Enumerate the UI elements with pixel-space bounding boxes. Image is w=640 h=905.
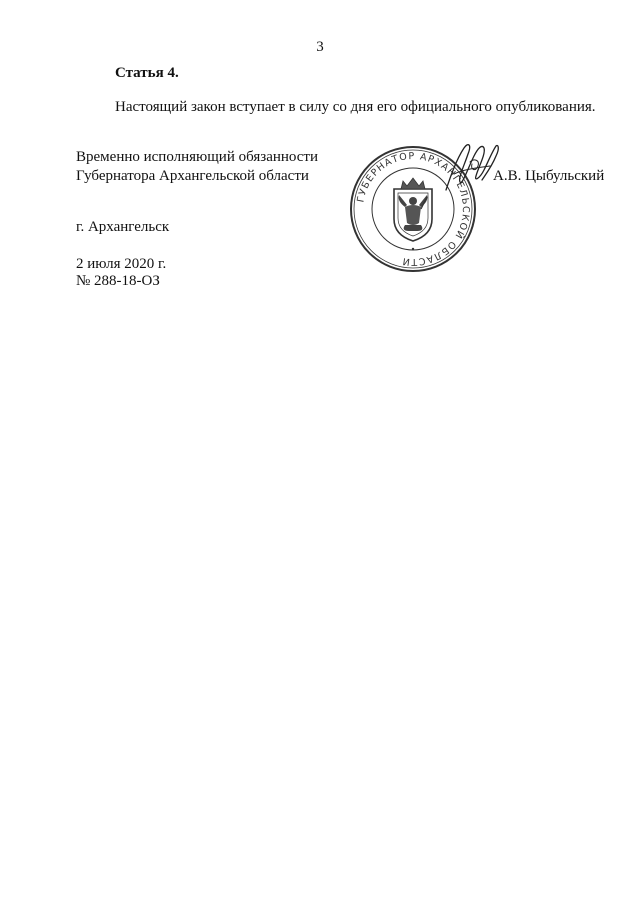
signer-title-line1: Временно исполняющий обязанности — [76, 149, 319, 165]
seal-text-path: ГУБЕРНАТОР АРХАНГЕЛЬСКОЙ ОБЛАСТИ — [355, 150, 472, 268]
signer-name: А.В. Цыбульский — [493, 168, 605, 184]
law-number: № 288-18-ОЗ — [76, 273, 160, 289]
coat-of-arms-icon — [394, 178, 432, 241]
article-body: Настоящий закон вступает в силу со дня его официального опубликования. — [115, 99, 596, 115]
signer-title-line2: Губернатора Архангельской области — [76, 168, 309, 184]
signing-city: г. Архангельск — [76, 219, 170, 235]
signing-date: 2 июля 2020 г. — [76, 256, 167, 272]
page-number: 3 — [316, 39, 324, 55]
article-heading: Статья 4. — [115, 65, 179, 81]
